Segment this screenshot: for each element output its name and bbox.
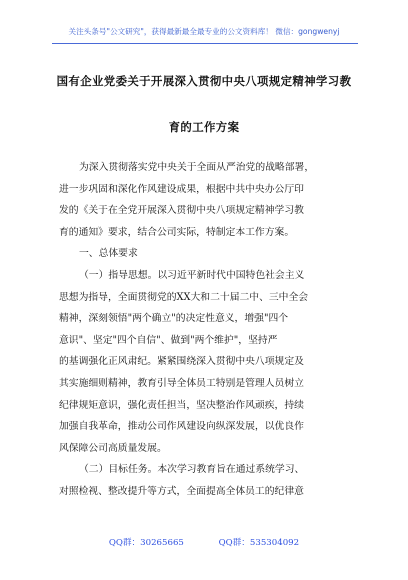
body-line: 意识"、坚定"四个自信"、做到"两个维护"，坚持严 [59,334,278,346]
body-line: 风保障公司高质量发展。 [59,442,167,454]
body-line: 对照检视、整改提升等方式，全面提高全体员工的纪律意 [59,485,304,497]
body-line: 为深入贯彻落实党中央关于全面从严治党的战略部署， [79,162,315,173]
body-line: 育的通知》要求，结合公司实际，特制定本工作方案。 [59,226,295,238]
body-line: 精神，深刻领悟"两个确立"的决定性意义，增强"四个 [59,313,289,325]
body-line: 的基调强化正风肃纪。紧紧围绕深入贯彻中央八项规定及 [59,356,304,368]
body-line: （二）目标任务。本次学习教育旨在通过系统学习、 [79,464,305,476]
section-heading: 一、总体要求 [79,248,138,260]
document-body [59,157,353,503]
footer-qq-group-1: QQ群：30265665 [108,538,184,548]
body-line: 进一步巩固和深化作风建设成果，根据中共中央办公厅印 [59,183,304,195]
header-note: 关注头条号"公文研究"，获得最新最全最专业的公文资料库！ 微信：gongwenyj [68,27,340,36]
body-line: 纪律规矩意识，强化责任担当，坚决整治作风顽疾，持续 [59,399,304,411]
footer-contact [0,536,408,548]
body-line: 发的《关于在全党开展深入贯彻中央八项规定精神学习教 [59,205,304,217]
document-title-line-2: 育的工作方案 [168,120,240,134]
document-title-line-1: 国有企业党委关于开展深入贯彻中央八项规定精神学习教 [56,74,352,88]
header-divider [52,43,358,44]
body-line: 其实施细则精神，教育引导全体员工特别是管理人员树立 [59,377,304,389]
body-line: 思想为指导，全面贯彻党的XX大和二十届二中、三中全会 [59,291,309,303]
body-line: （一）指导思想。以习近平新时代中国特色社会主义 [79,269,305,281]
body-line: 加强自我革命，推动公司作风建设向纵深发展，以优良作 [59,421,304,433]
footer-qq-group-2: QQ群：535304092 [218,538,300,548]
